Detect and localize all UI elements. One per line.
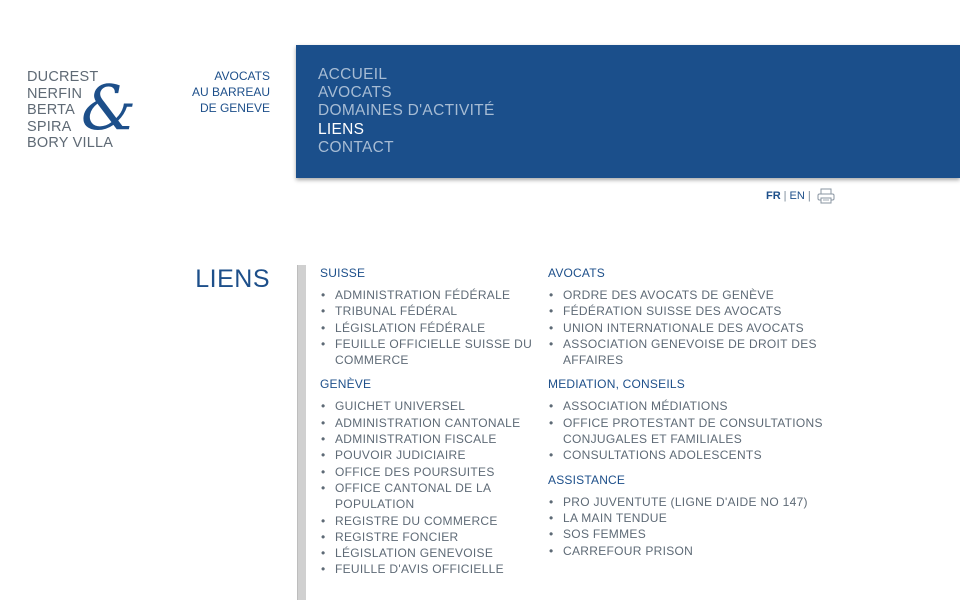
- link-group-geneve: [320, 377, 535, 577]
- link-item[interactable]: • OFFICE CANTONAL DE LA POPULATION: [320, 480, 535, 513]
- lang-fr-link[interactable]: FR: [766, 190, 781, 202]
- link-item[interactable]: • UNION INTERNATIONALE DES AVOCATS: [548, 320, 838, 336]
- link-item[interactable]: • CARREFOUR PRISON: [548, 543, 838, 559]
- lang-separator: |: [783, 190, 787, 202]
- group-title: AVOCATS: [548, 266, 605, 280]
- link-group-suisse: [320, 266, 535, 368]
- nav-item-contact[interactable]: CONTACT: [318, 138, 394, 156]
- group-title: GENÈVE: [320, 377, 372, 392]
- link-group-assistance: [548, 473, 838, 559]
- link-item[interactable]: • LA MAIN TENDUE: [548, 510, 838, 526]
- link-item[interactable]: • OFFICE DES POURSUITES: [320, 464, 535, 480]
- link-item[interactable]: • FEUILLE D'AVIS OFFICIELLE: [320, 561, 535, 577]
- language-bar: [766, 188, 835, 204]
- link-item[interactable]: • LÉGISLATION FÉDÉRALE: [320, 320, 535, 336]
- logo-line: NERFIN: [27, 85, 83, 102]
- link-item[interactable]: • ADMINISTRATION FÉDÉRALE: [320, 287, 535, 303]
- link-item[interactable]: • REGISTRE FONCIER: [320, 529, 535, 545]
- page-title: LIENS: [195, 265, 270, 293]
- nav-item-liens[interactable]: LIENS: [318, 120, 365, 138]
- link-item[interactable]: • ADMINISTRATION CANTONALE: [320, 415, 535, 431]
- tagline-line: AVOCATS: [214, 69, 270, 83]
- group-title: MEDIATION, CONSEILS: [548, 377, 685, 392]
- content-divider: [297, 265, 306, 600]
- logo-line: BERTA: [27, 102, 76, 118]
- nav-list: [318, 66, 495, 157]
- link-item[interactable]: • GUICHET UNIVERSEL: [320, 398, 535, 414]
- nav-item-accueil[interactable]: ACCUEIL: [318, 66, 388, 83]
- group-title: SUISSE: [320, 266, 366, 280]
- tagline-line: DE GENEVE: [199, 101, 270, 115]
- tagline: [160, 68, 270, 116]
- printer-icon[interactable]: [817, 188, 835, 204]
- tagline-line: AU BARREAU: [191, 85, 270, 99]
- link-item[interactable]: • ADMINISTRATION FISCALE: [320, 431, 535, 447]
- link-item[interactable]: • POUVOIR JUDICIAIRE: [320, 447, 535, 463]
- links-column-left: [320, 266, 535, 587]
- link-group-mediation: [548, 377, 838, 463]
- link-item[interactable]: • OFFICE PROTESTANT DE CONSULTATIONS CONJUGALES ET FAMILIALES: [548, 415, 838, 448]
- logo-ampersand: &: [81, 71, 137, 144]
- link-item[interactable]: • REGISTRE DU COMMERCE: [320, 513, 535, 529]
- links-column-right: [548, 266, 838, 568]
- nav-item-domaines[interactable]: DOMAINES D'ACTIVITÉ: [318, 102, 495, 120]
- link-item[interactable]: • TRIBUNAL FÉDÉRAL: [320, 303, 535, 319]
- nav-item-avocats[interactable]: AVOCATS: [318, 84, 392, 102]
- link-group-avocats: [548, 266, 838, 368]
- link-item[interactable]: • ASSOCIATION MÉDIATIONS: [548, 398, 838, 414]
- logo-line: BORY VILLA: [27, 135, 114, 151]
- link-item[interactable]: • FÉDÉRATION SUISSE DES AVOCATS: [548, 303, 838, 319]
- link-item[interactable]: • PRO JUVENTUTE (LIGNE D'AIDE NO 147): [548, 494, 838, 510]
- logo-line: DUCREST: [27, 69, 99, 85]
- link-item[interactable]: • CONSULTATIONS ADOLESCENTS: [548, 447, 838, 463]
- link-item[interactable]: • LÉGISLATION GENEVOISE: [320, 545, 535, 561]
- group-title: ASSISTANCE: [548, 472, 626, 487]
- link-item[interactable]: • SOS FEMMES: [548, 526, 838, 542]
- link-item[interactable]: • ASSOCIATION GENEVOISE DE DROIT DES AFFAIRES: [548, 336, 838, 369]
- main-nav: [296, 45, 960, 178]
- lang-separator: |: [807, 190, 811, 202]
- link-item[interactable]: • ORDRE DES AVOCATS DE GENÈVE: [548, 287, 838, 303]
- firm-logo[interactable]: [27, 69, 147, 159]
- lang-en-link[interactable]: EN: [789, 190, 805, 202]
- link-item[interactable]: • FEUILLE OFFICIELLE SUISSE DU COMMERCE: [320, 336, 535, 369]
- logo-line: SPIRA: [27, 118, 72, 135]
